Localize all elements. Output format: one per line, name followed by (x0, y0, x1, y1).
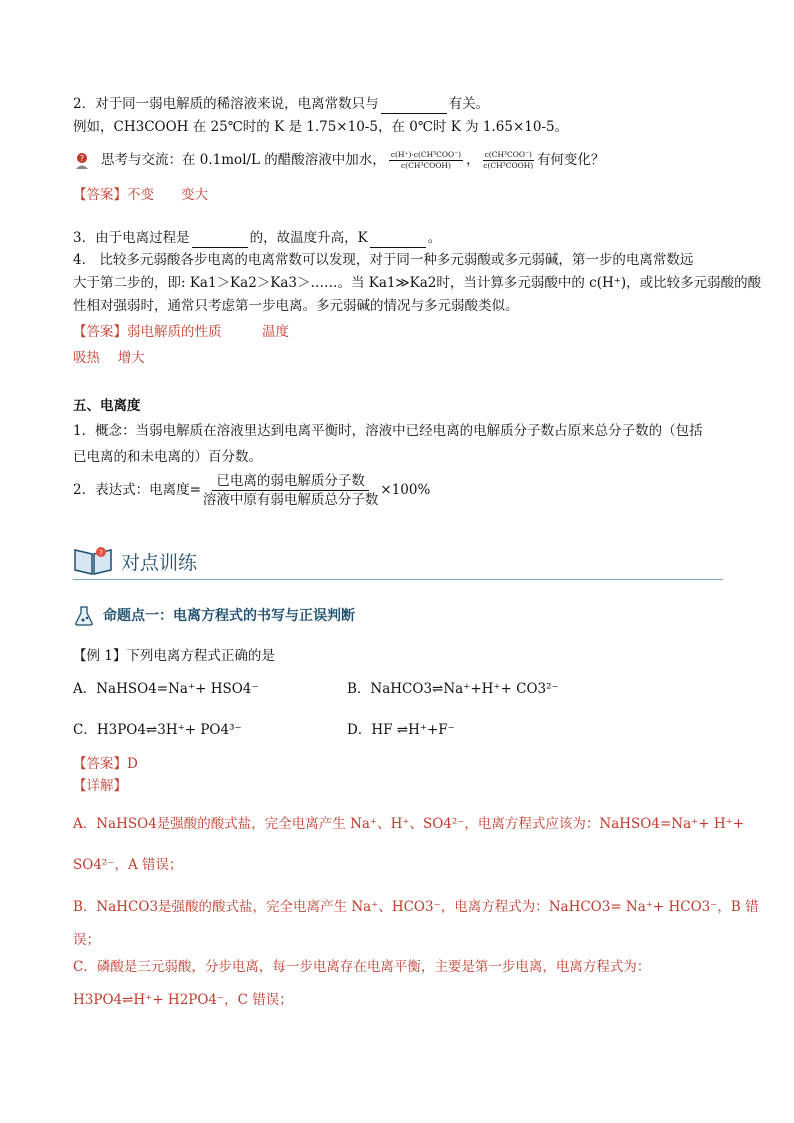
example-question (73, 646, 275, 666)
fraction-1: $\frac{\text{c(H⁺)·c(CH³COO⁻)}}{\text{c(CH³COOH)}}$ (390, 150, 462, 170)
detail-a-line2: SO4²⁻，A 错误； (73, 857, 183, 873)
option-c[interactable]: C．H3PO4⇌3H⁺+ PO4³⁻ (73, 722, 242, 738)
detail-c-line2: H3PO4⇌H⁺+ H2PO4⁻，C 错误； (73, 992, 293, 1008)
flask-icon (73, 605, 95, 627)
section-heading-ionization-degree: 五、电离度 (73, 398, 141, 414)
think-discuss: ? 思考与交流：在 0.1mol/L 的醋酸溶液中加水， $\frac{\text{c(H⁺)·c(CH³COO⁻)}}{\text{c(CH³COOH)}}$ ， $\frac{\text{c(CH³COO⁻)}}{\text{c(CH³COOH)}}$ 有何变化？ (73, 150, 604, 171)
question-person-icon (73, 152, 91, 170)
detail-tag: 【详解】 (73, 778, 127, 794)
s3-answer: 【答案】弱电解质的性质 温度 (73, 324, 289, 340)
section-divider (73, 579, 723, 580)
para-constant-dependence (73, 94, 489, 114)
detail-b-line2: 误； (73, 932, 100, 948)
para-example-k-values: 例如，CH3COOH 在 25℃时的 K 是 1.75×10-5，在 0℃时 K 为 1.65×10-5。 (73, 119, 569, 135)
para-polyprotic-2: 大于第二步的，即: Ka1＞Ka2＞Ka3＞……。当 Ka1≫Ka2时，当计算多元弱酸中的 c(H⁺)，或比较多元弱酸的酸 (73, 275, 762, 291)
answer-tag: 【答案】 (73, 187, 127, 203)
topic-title: 命题点一：电离方程式的书写与正误判断 (103, 608, 355, 624)
svg-text:?: ? (79, 153, 85, 163)
fraction-2: $\frac{\text{c(CH³COO⁻)}}{\text{c(CH³COOH)}}$ (483, 150, 534, 170)
fill-blank (370, 233, 426, 248)
text: 2．对于同一弱电解质的稀溶液来说，电离常数只与 (73, 96, 379, 112)
section-title: 对点训练 (121, 552, 198, 574)
fill-blank (381, 99, 447, 114)
option-a[interactable]: A．NaHSO4=Na⁺+ HSO4⁻ (73, 681, 259, 697)
think-label: 思考与交流：在 0.1mol/L 的醋酸溶液中加水， (101, 152, 386, 168)
example-tag: 【例 1】 (73, 648, 127, 664)
detail-c-line1: C．磷酸是三元弱酸，分步电离，每一步电离存在电离平衡，主要是第一步电离，电离方程式为： (73, 959, 651, 975)
section-banner (73, 540, 723, 580)
concept-line-2: 已电离的和未电离的）百分数。 (73, 449, 262, 465)
ionization-fraction: $\frac{\text{已电离的弱电解质分子数}}{\text{溶液中原有弱电解质总分子数}}$ (202, 473, 379, 508)
text: 有关。 (448, 96, 490, 112)
fill-blank (192, 233, 248, 248)
detail-b-line1: B．NaHCO3是强酸的酸式盐，完全电离产生 Na⁺、HCO3⁻，电离方程式为：NaHCO3= Na⁺+ HCO3⁻，B 错 (73, 899, 759, 915)
option-d[interactable]: D．HF ⇌H⁺+F⁻ (347, 722, 455, 738)
concept-line-1: 1．概念：当弱电解质在溶液里达到电离平衡时，溶液中已经电离的电解质分子数占原来总分子数的（包括 (73, 423, 703, 439)
think-tail: 有何变化？ (536, 152, 605, 168)
open-book-icon (73, 544, 113, 576)
topic-heading (73, 605, 355, 627)
example-answer: 【答案】D (73, 756, 138, 772)
answer-text: 不变 变大 (127, 187, 208, 203)
option-b[interactable]: B．NaHCO3⇌Na⁺+H⁺+ CO3²⁻ (347, 681, 559, 697)
svg-text:?: ? (99, 549, 103, 557)
think-answer (73, 185, 208, 205)
para-polyprotic-1: 4． 比较多元弱酸各步电离的电离常数可以发现，对于同一种多元弱酸或多元弱碱，第一步的电离常数远 (73, 252, 694, 268)
example-question-text: 下列电离方程式正确的是 (126, 648, 275, 664)
para-polyprotic-3: 性相对强弱时，通常只考虑第一步电离。多元弱碱的情况与多元弱酸类似。 (73, 298, 519, 314)
s3-answer-line2: 吸热 增大 (73, 350, 145, 366)
expression-line: 2．表达式：电离度= $\frac{\text{已电离的弱电解质分子数}}{\text{溶液中原有弱电解质总分子数}}$ ×100% (73, 473, 431, 508)
para-endothermic: 3．由于电离过程是 的，故温度升高，K 。 (73, 230, 442, 246)
detail-a-line1: A．NaHSO4是强酸的酸式盐，完全电离产生 Na⁺、H⁺、SO4²⁻，电离方程式应该为：NaHSO4=Na⁺+ H⁺+ (73, 816, 745, 832)
